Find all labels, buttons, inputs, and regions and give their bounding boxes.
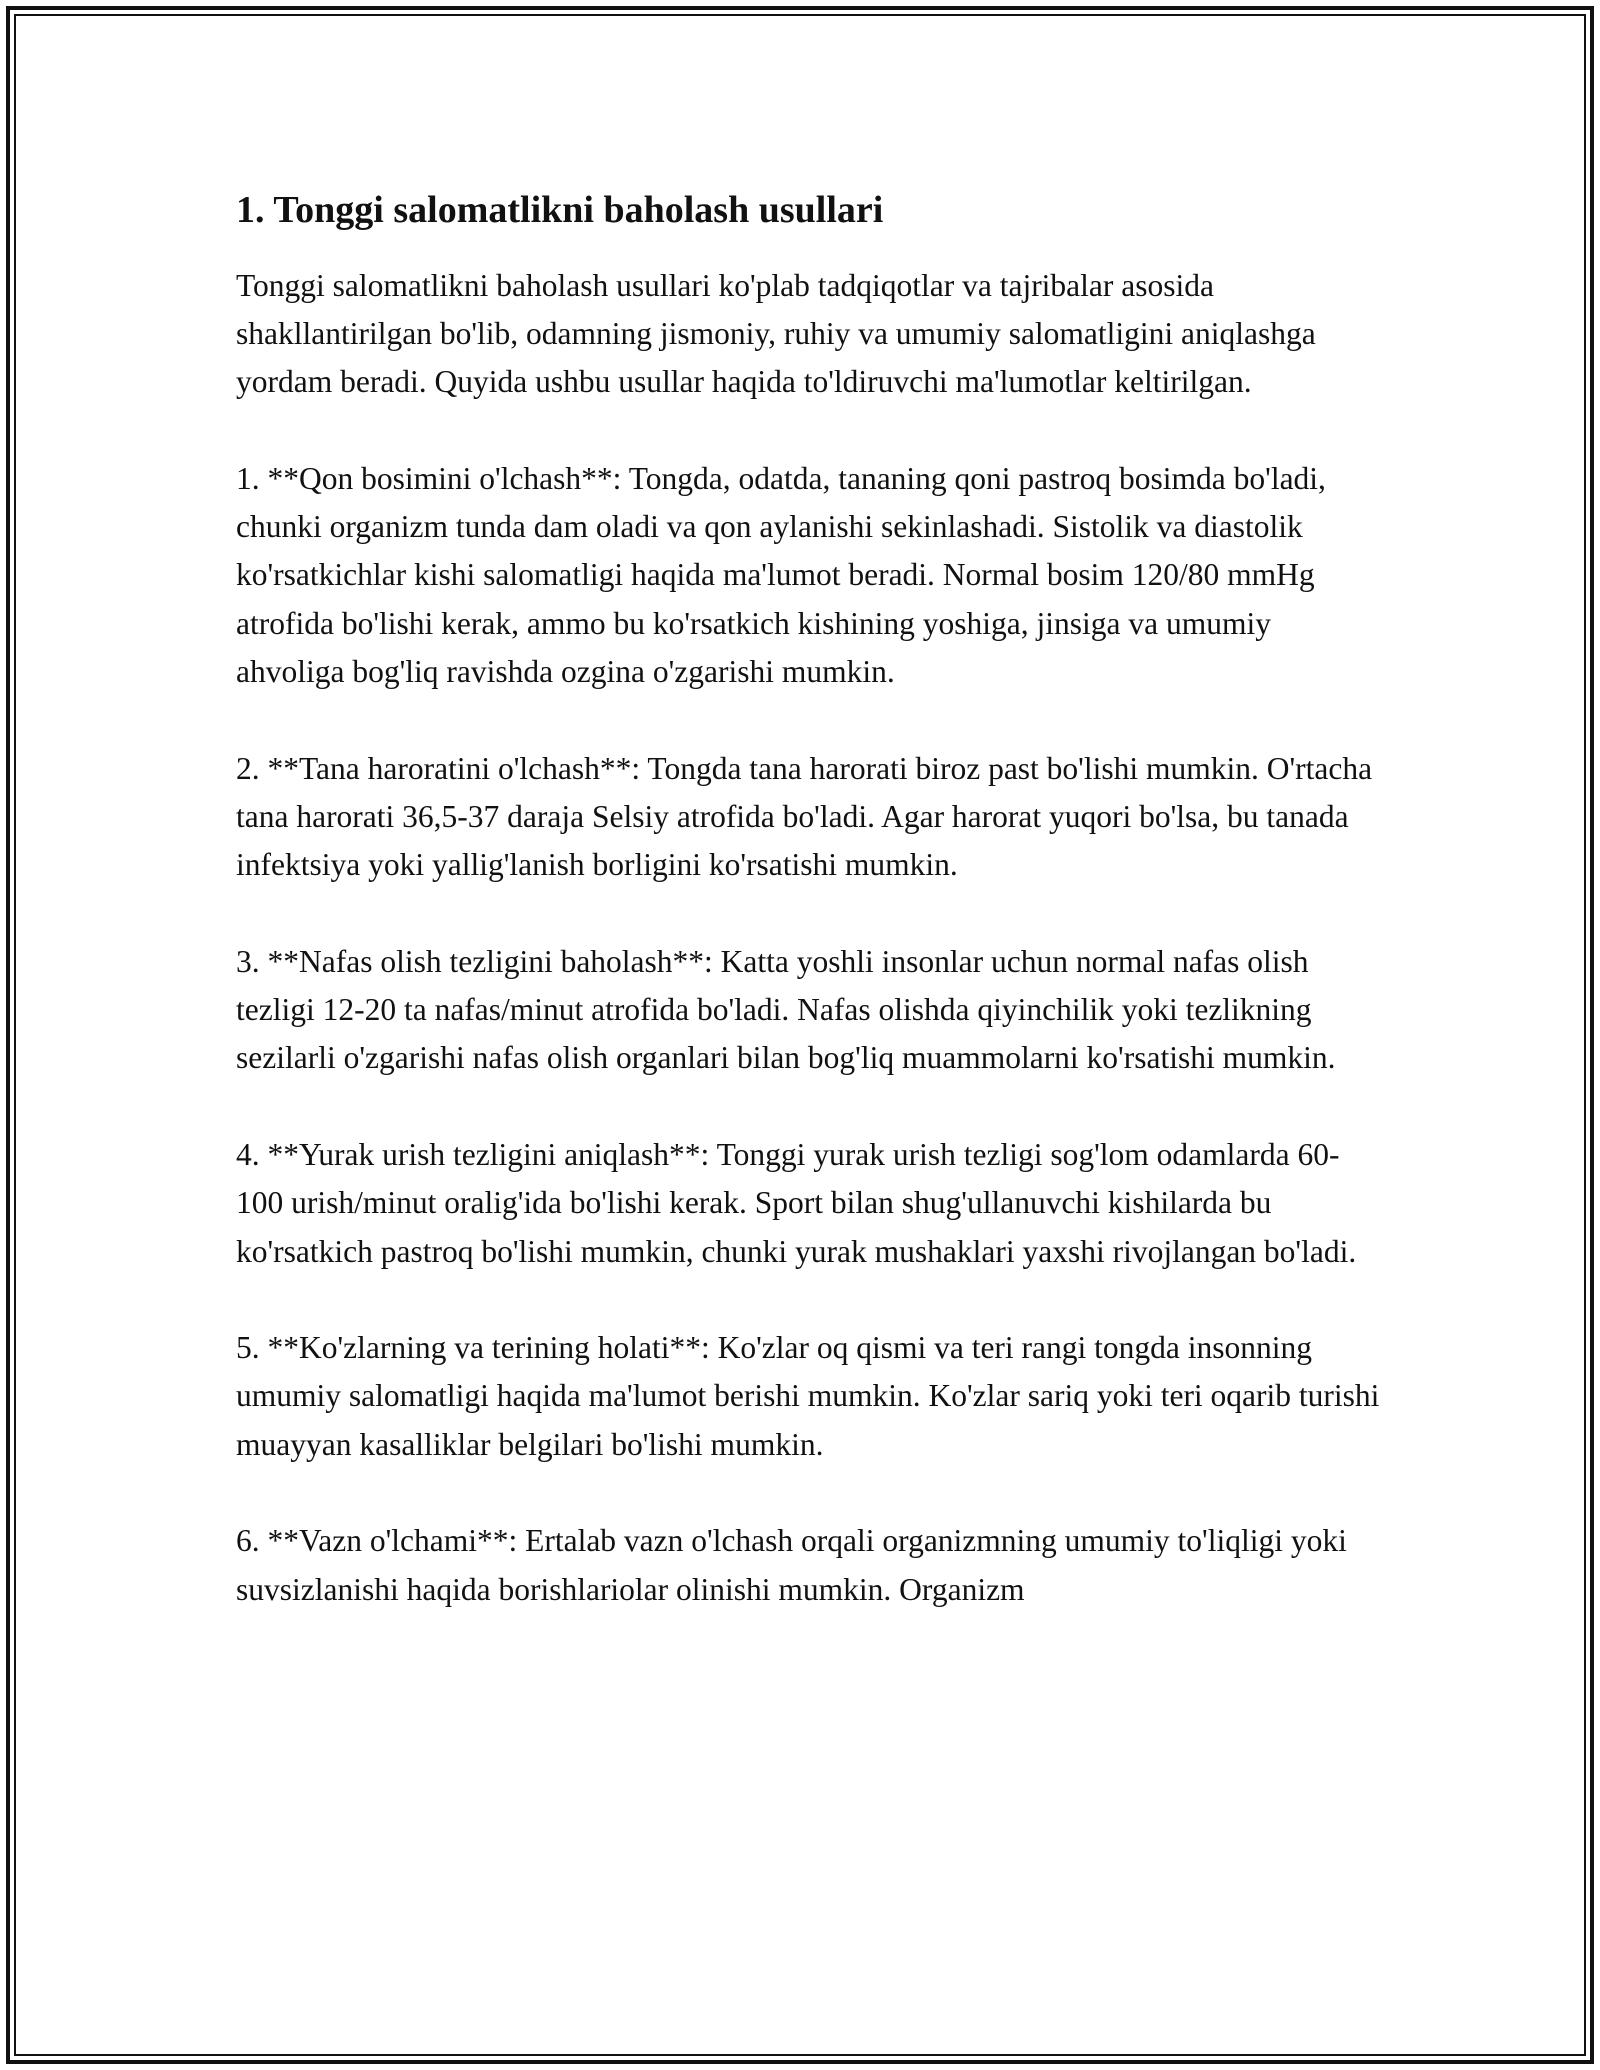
paragraph-heart-rate: 4. **Yurak urish tezligini aniqlash**: Tonggi yurak urish tezligi sog'lom odamlarda 60-100 urish/minut oralig'ida bo'lishi kerak. Sport bilan shug'ullanuvchi kishilarda bu ko'rsatkich pastroq bo'lishi mumkin, chunki yurak mushaklari yaxshi rivojlangan bo'ladi. [236, 1136, 1357, 1269]
intro-paragraph: Tonggi salomatlikni baholash usullari ko'plab tadqiqotlar va tajribalar asosida shakllantirilgan bo'lib, odamning jismoniy, ruhiy va umumiy salomatligini aniqlashga yordam beradi. Quyida ushbu usullar haqida to'ldiruvchi ma'lumotlar keltirilgan. [236, 267, 1316, 400]
paragraph-blood-pressure: 1. **Qon bosimini o'lchash**: Tongda, odatda, tananing qoni pastroq bosimda bo'ladi, chunki organizm tunda dam oladi va qon aylanishi sekinlashadi. Sistolik va diastolik ko'rsatkichlar kishi salomatligi haqida ma'lumot beradi. Normal bosim 120/80 mmHg atrofida bo'lishi kerak, ammo bu ko'rsatkich kishining yoshiga, jinsiga va umumiy ahvoliga bog'liq ravishda ozgina o'zgarishi mumkin. [236, 460, 1326, 689]
document-body [236, 180, 1386, 1662]
paragraph-weight: 6. **Vazn o'lchami**: Ertalab vazn o'lchash orqali organizmning umumiy to'liqligi yoki suvsizlanishi haqida borishlariolar olinishi mumkin. Organizm [236, 1523, 1347, 1607]
paragraph-eyes-skin: 5. **Ko'zlarning va terining holati**: Ko'zlar oq qismi va teri rangi tongda insonning umumiy salomatligi haqida ma'lumot berishi mumkin. Ko'zlar sariq yoki teri oqarib turishi muayyan kasalliklar belgilari bo'lishi mumkin. [236, 1330, 1380, 1462]
paragraph-body-temperature: 2. **Tana haroratini o'lchash**: Tongda tana harorati biroz past bo'lishi mumkin. O'rtacha tana harorati 36,5-37 daraja Selsiy atrofida bo'ladi. Agar harorat yuqori bo'lsa, bu tanada infektsiya yoki yallig'lanish borligini ko'rsatishi mumkin. [236, 750, 1373, 883]
section-heading: 1. Tonggi salomatlikni baholash usullari [236, 189, 884, 231]
paragraph-breathing-rate: 3. **Nafas olish tezligini baholash**: Katta yoshli insonlar uchun normal nafas olish tezligi 12-20 ta nafas/minut atrofida bo'ladi. Nafas olishda qiyinchilik yoki tezlikning sezilarli o'zgarishi nafas olish organlari bilan bog'liq muammolarni ko'rsatishi mumkin. [236, 943, 1336, 1076]
